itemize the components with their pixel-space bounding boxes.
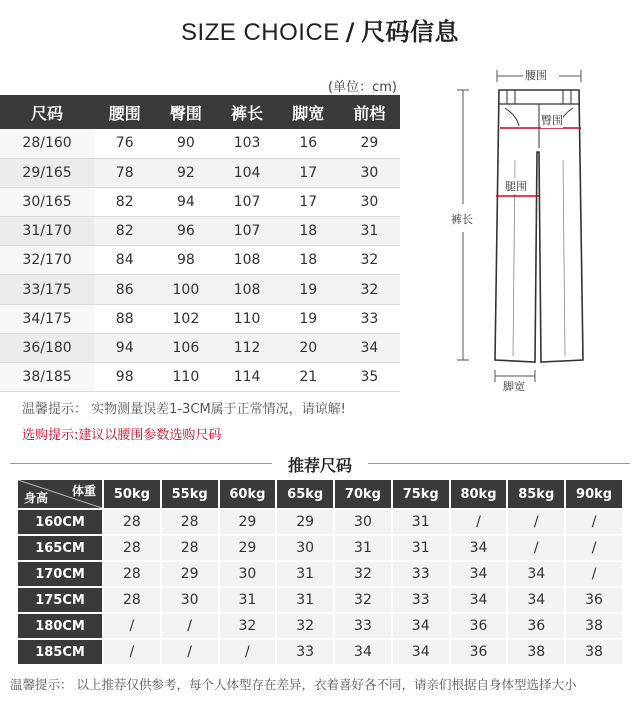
table-row bbox=[18, 614, 622, 638]
recommend-value-cell: 36 bbox=[508, 614, 564, 638]
table-row bbox=[18, 588, 622, 612]
recommend-value-cell: 36 bbox=[451, 640, 507, 664]
size-value-cell: 96 bbox=[155, 217, 216, 246]
size-label-cell: 30/165 bbox=[0, 187, 94, 216]
height-label-cell: 160CM bbox=[18, 510, 102, 534]
table-row bbox=[18, 562, 622, 586]
size-value-cell: 82 bbox=[94, 187, 155, 216]
size-value-cell: 108 bbox=[216, 246, 277, 275]
recommend-value-cell: 38 bbox=[566, 614, 622, 638]
divider-right bbox=[368, 463, 630, 464]
size-value-cell: 84 bbox=[94, 246, 155, 275]
size-value-cell: 32 bbox=[339, 275, 400, 304]
size-header-cell: 脚宽 bbox=[278, 95, 339, 129]
table-row bbox=[18, 510, 622, 534]
size-value-cell: 86 bbox=[94, 275, 155, 304]
size-value-cell: 20 bbox=[278, 333, 339, 362]
size-value-cell: 17 bbox=[278, 187, 339, 216]
table-row bbox=[0, 246, 400, 275]
height-label-cell: 170CM bbox=[18, 562, 102, 586]
recommend-value-cell: 38 bbox=[566, 640, 622, 664]
size-value-cell: 34 bbox=[339, 333, 400, 362]
size-value-cell: 88 bbox=[94, 304, 155, 333]
size-value-cell: 104 bbox=[216, 158, 277, 187]
table-row bbox=[0, 304, 400, 333]
height-label-cell: 185CM bbox=[18, 640, 102, 664]
size-value-cell: 17 bbox=[278, 158, 339, 187]
size-value-cell: 31 bbox=[339, 217, 400, 246]
recommend-value-cell: 31 bbox=[220, 588, 276, 612]
recommend-value-cell: 30 bbox=[220, 562, 276, 586]
size-value-cell: 19 bbox=[278, 304, 339, 333]
recommend-table-body bbox=[18, 510, 622, 664]
pants-diagram bbox=[405, 60, 640, 400]
weight-header-cell: 65kg bbox=[277, 480, 333, 508]
recommend-value-cell: 34 bbox=[508, 588, 564, 612]
recommend-value-cell: 28 bbox=[162, 510, 218, 534]
recommend-value-cell: 34 bbox=[393, 614, 449, 638]
size-value-cell: 108 bbox=[216, 275, 277, 304]
unit-note: (单位：cm) bbox=[328, 80, 397, 95]
recommend-value-cell: / bbox=[508, 536, 564, 560]
size-header-cell: 臀围 bbox=[155, 95, 216, 129]
size-label-cell: 36/180 bbox=[0, 333, 94, 362]
weight-header-cell: 90kg bbox=[566, 480, 622, 508]
weight-header-cell: 85kg bbox=[508, 480, 564, 508]
corner-weight-label: 体重 bbox=[71, 484, 96, 498]
recommend-value-cell: 33 bbox=[393, 588, 449, 612]
recommend-value-cell: 31 bbox=[335, 536, 391, 560]
size-value-cell: 103 bbox=[216, 129, 277, 158]
size-label-cell: 33/175 bbox=[0, 275, 94, 304]
size-header-cell: 尺码 bbox=[0, 95, 94, 129]
recommend-value-cell: 31 bbox=[277, 562, 333, 586]
recommend-value-cell: 28 bbox=[104, 536, 160, 560]
table-row bbox=[18, 640, 622, 664]
weight-header-cell: 70kg bbox=[335, 480, 391, 508]
recommend-value-cell: 30 bbox=[335, 510, 391, 534]
recommend-table bbox=[16, 478, 624, 666]
size-value-cell: 107 bbox=[216, 217, 277, 246]
table-row bbox=[0, 363, 400, 392]
recommend-value-cell: / bbox=[566, 562, 622, 586]
size-value-cell: 110 bbox=[155, 363, 216, 392]
size-header-cell: 腰围 bbox=[94, 95, 155, 129]
size-value-cell: 76 bbox=[94, 129, 155, 158]
size-value-cell: 29 bbox=[339, 129, 400, 158]
size-value-cell: 32 bbox=[339, 246, 400, 275]
table-row bbox=[0, 158, 400, 187]
weight-header-cell: 60kg bbox=[220, 480, 276, 508]
recommend-value-cell: 28 bbox=[162, 536, 218, 560]
size-value-cell: 98 bbox=[94, 363, 155, 392]
recommend-value-cell: 31 bbox=[393, 510, 449, 534]
table-row bbox=[18, 536, 622, 560]
size-value-cell: 110 bbox=[216, 304, 277, 333]
recommend-value-cell: 31 bbox=[393, 536, 449, 560]
recommend-value-cell: 32 bbox=[335, 562, 391, 586]
recommend-value-cell: 36 bbox=[566, 588, 622, 612]
thigh-label: 腿围 bbox=[505, 180, 527, 193]
measure-tip: 温馨提示： 实物测量误差1-3CM属于正常情况，请谅解! bbox=[22, 402, 346, 417]
size-value-cell: 33 bbox=[339, 304, 400, 333]
recommend-value-cell: 34 bbox=[451, 536, 507, 560]
size-label-cell: 28/160 bbox=[0, 129, 94, 158]
size-value-cell: 19 bbox=[278, 275, 339, 304]
size-value-cell: 18 bbox=[278, 246, 339, 275]
size-value-cell: 100 bbox=[155, 275, 216, 304]
recommend-value-cell: 28 bbox=[104, 510, 160, 534]
recommend-heading bbox=[0, 453, 640, 473]
recommend-value-cell: 34 bbox=[508, 562, 564, 586]
select-tip: 选购提示:建议以腰围参数选购尺码 bbox=[22, 428, 222, 443]
size-table bbox=[0, 95, 400, 392]
size-label-cell: 31/170 bbox=[0, 217, 94, 246]
divider-left bbox=[10, 463, 272, 464]
size-value-cell: 107 bbox=[216, 187, 277, 216]
size-value-cell: 94 bbox=[94, 333, 155, 362]
recommend-value-cell: / bbox=[104, 640, 160, 664]
recommend-value-cell: 32 bbox=[335, 588, 391, 612]
title-separator: / bbox=[345, 18, 356, 46]
recommend-value-cell: 34 bbox=[335, 640, 391, 664]
hip-label: 臀围 bbox=[541, 114, 563, 127]
hem-label: 脚宽 bbox=[503, 380, 525, 393]
size-value-cell: 114 bbox=[216, 363, 277, 392]
recommend-value-cell: 32 bbox=[220, 614, 276, 638]
recommend-value-cell: 29 bbox=[277, 510, 333, 534]
recommend-value-cell: 34 bbox=[451, 562, 507, 586]
size-label-cell: 38/185 bbox=[0, 363, 94, 392]
size-header-cell: 裤长 bbox=[216, 95, 277, 129]
recommend-value-cell: 34 bbox=[451, 588, 507, 612]
recommend-title: 推荐尺码 bbox=[287, 456, 352, 475]
weight-header-cell: 55kg bbox=[162, 480, 218, 508]
weight-header-cell: 50kg bbox=[104, 480, 160, 508]
recommend-value-cell: 30 bbox=[277, 536, 333, 560]
size-label-cell: 32/170 bbox=[0, 246, 94, 275]
recommend-value-cell: 32 bbox=[277, 614, 333, 638]
waist-label: 腰围 bbox=[525, 69, 547, 82]
table-row bbox=[0, 129, 400, 158]
height-label-cell: 175CM bbox=[18, 588, 102, 612]
recommend-value-cell: / bbox=[220, 640, 276, 664]
size-value-cell: 92 bbox=[155, 158, 216, 187]
recommend-value-cell: / bbox=[566, 536, 622, 560]
recommend-value-cell: 29 bbox=[220, 536, 276, 560]
recommend-value-cell: 28 bbox=[104, 588, 160, 612]
title-en: SIZE CHOICE bbox=[180, 19, 340, 46]
size-value-cell: 106 bbox=[155, 333, 216, 362]
recommend-value-cell: 28 bbox=[104, 562, 160, 586]
title-zh: 尺码信息 bbox=[361, 18, 460, 46]
size-value-cell: 82 bbox=[94, 217, 155, 246]
size-value-cell: 30 bbox=[339, 187, 400, 216]
size-label-cell: 29/165 bbox=[0, 158, 94, 187]
recommend-value-cell: / bbox=[162, 640, 218, 664]
corner-cell bbox=[18, 480, 102, 508]
size-label-cell: 34/175 bbox=[0, 304, 94, 333]
size-value-cell: 102 bbox=[155, 304, 216, 333]
recommend-value-cell: 33 bbox=[335, 614, 391, 638]
recommend-value-cell: 33 bbox=[277, 640, 333, 664]
height-label-cell: 165CM bbox=[18, 536, 102, 560]
pants-illustration bbox=[405, 60, 640, 400]
recommend-value-cell: 34 bbox=[393, 640, 449, 664]
recommend-value-cell: / bbox=[508, 510, 564, 534]
recommend-table-header bbox=[18, 480, 622, 508]
recommend-value-cell: 29 bbox=[220, 510, 276, 534]
size-value-cell: 78 bbox=[94, 158, 155, 187]
table-row bbox=[0, 333, 400, 362]
size-table-body bbox=[0, 129, 400, 392]
corner-height-label: 身高 bbox=[24, 491, 49, 505]
size-value-cell: 30 bbox=[339, 158, 400, 187]
recommend-value-cell: / bbox=[566, 510, 622, 534]
size-value-cell: 98 bbox=[155, 246, 216, 275]
page-title bbox=[0, 12, 640, 47]
recommend-value-cell: 36 bbox=[451, 614, 507, 638]
size-value-cell: 35 bbox=[339, 363, 400, 392]
weight-header-cell: 80kg bbox=[451, 480, 507, 508]
table-row bbox=[0, 187, 400, 216]
recommend-value-cell: 38 bbox=[508, 640, 564, 664]
size-value-cell: 18 bbox=[278, 217, 339, 246]
recommend-value-cell: / bbox=[162, 614, 218, 638]
size-value-cell: 94 bbox=[155, 187, 216, 216]
bottom-tip: 温馨提示： 以上推荐仅供参考，每个人体型存在差异，衣着喜好各不同，请亲们根据自身体型选择大小 bbox=[10, 677, 577, 692]
size-value-cell: 90 bbox=[155, 129, 216, 158]
recommend-value-cell: 30 bbox=[162, 588, 218, 612]
recommend-value-cell: / bbox=[104, 614, 160, 638]
size-value-cell: 21 bbox=[278, 363, 339, 392]
table-row bbox=[0, 217, 400, 246]
size-table-header bbox=[0, 95, 400, 129]
size-header-cell: 前档 bbox=[339, 95, 400, 129]
size-value-cell: 112 bbox=[216, 333, 277, 362]
recommend-value-cell: 33 bbox=[393, 562, 449, 586]
recommend-value-cell: / bbox=[451, 510, 507, 534]
table-row bbox=[0, 275, 400, 304]
height-label-cell: 180CM bbox=[18, 614, 102, 638]
weight-header-cell: 75kg bbox=[393, 480, 449, 508]
size-value-cell: 16 bbox=[278, 129, 339, 158]
recommend-value-cell: 31 bbox=[277, 588, 333, 612]
recommend-value-cell: 29 bbox=[162, 562, 218, 586]
length-label: 裤长 bbox=[451, 213, 473, 226]
